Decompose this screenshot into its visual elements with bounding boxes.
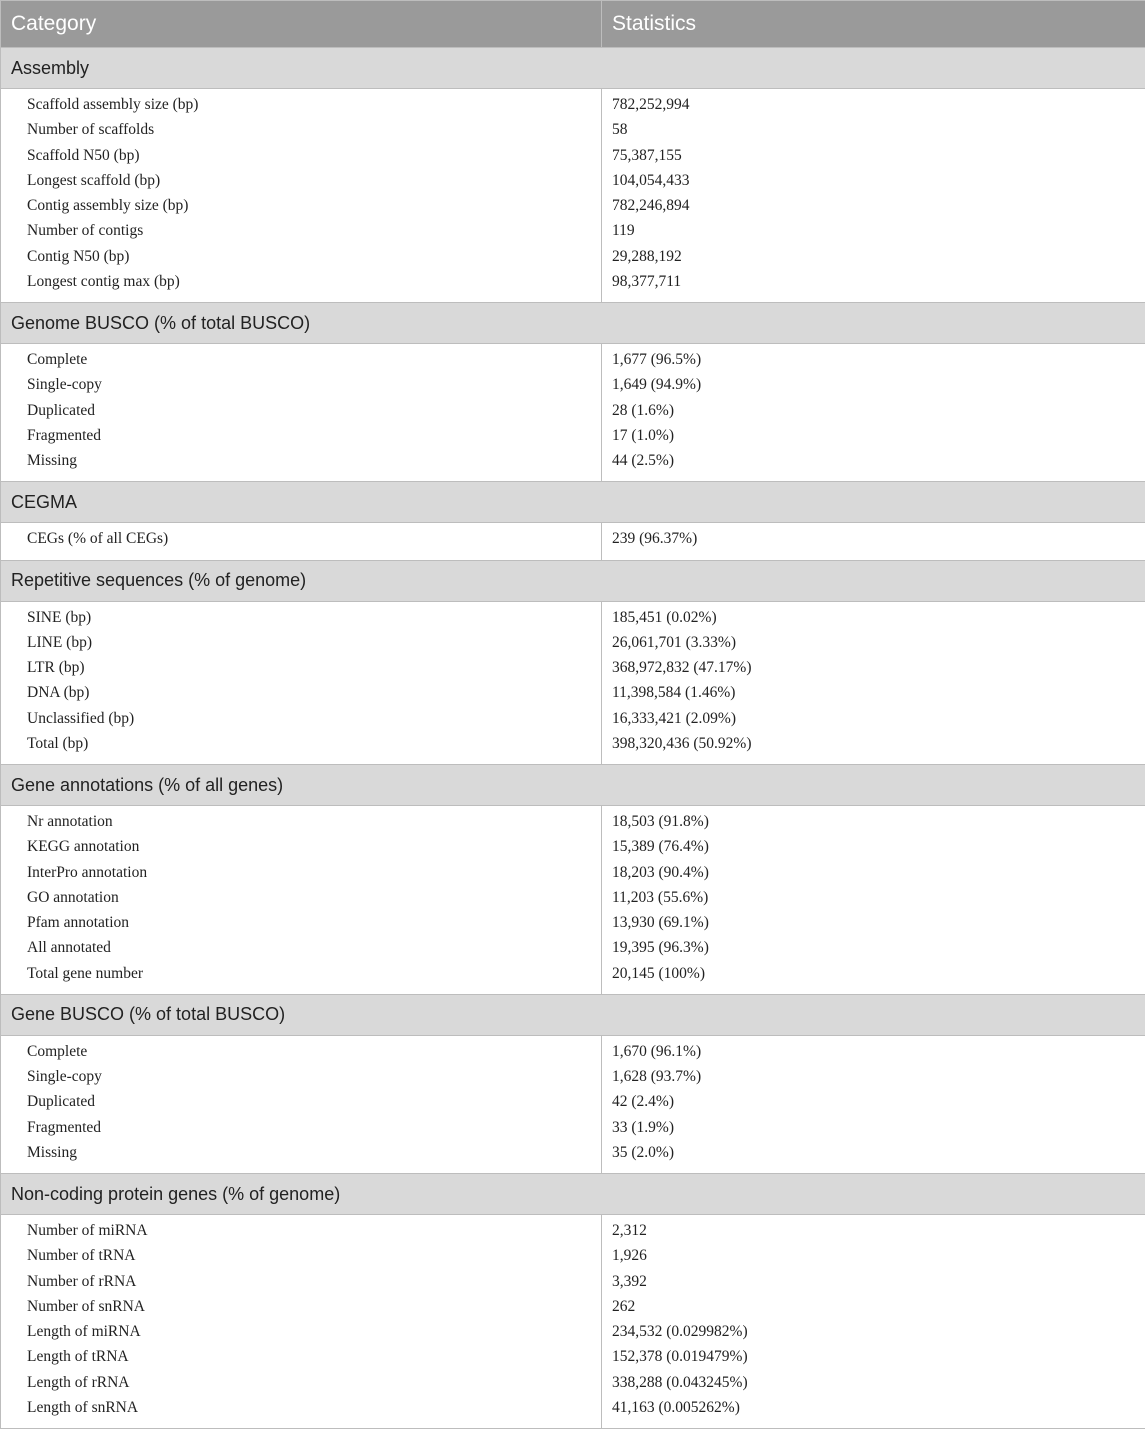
category-cell <box>1 1215 602 1429</box>
statistic-value: 18,503 (91.8%) <box>612 809 1145 834</box>
category-label: Scaffold N50 (bp) <box>27 143 601 168</box>
statistic-value: 1,677 (96.5%) <box>612 347 1145 372</box>
statistics-cell <box>602 1215 1145 1429</box>
section-title: Repetitive sequences (% of genome) <box>1 560 1145 601</box>
category-label: Unclassified (bp) <box>27 706 601 731</box>
category-cell <box>1 601 602 765</box>
section-title: Genome BUSCO (% of total BUSCO) <box>1 303 1145 344</box>
category-label: Number of tRNA <box>27 1243 601 1268</box>
category-cell <box>1 344 602 482</box>
statistic-value: 19,395 (96.3%) <box>612 935 1145 960</box>
statistic-value: 41,163 (0.005262%) <box>612 1395 1145 1420</box>
category-label: Pfam annotation <box>27 910 601 935</box>
statistic-value: 1,628 (93.7%) <box>612 1064 1145 1089</box>
category-label: Length of rRNA <box>27 1370 601 1395</box>
statistic-value: 152,378 (0.019479%) <box>612 1344 1145 1369</box>
statistic-value: 44 (2.5%) <box>612 448 1145 473</box>
category-label: Nr annotation <box>27 809 601 834</box>
category-cell <box>1 1035 602 1173</box>
statistic-value: 28 (1.6%) <box>612 398 1145 423</box>
statistic-value: 119 <box>612 218 1145 243</box>
statistic-value: 239 (96.37%) <box>612 526 1145 551</box>
section-body-row <box>1 1035 1145 1173</box>
statistics-cell <box>602 601 1145 765</box>
statistic-value: 16,333,421 (2.09%) <box>612 706 1145 731</box>
category-label: Longest contig max (bp) <box>27 269 601 294</box>
category-label: Missing <box>27 1140 601 1165</box>
category-label: Total gene number <box>27 961 601 986</box>
category-label: KEGG annotation <box>27 834 601 859</box>
section-header-row <box>1 765 1145 806</box>
section-title: Gene annotations (% of all genes) <box>1 765 1145 806</box>
category-label: Contig N50 (bp) <box>27 244 601 269</box>
section-header-row <box>1 560 1145 601</box>
section-body-row <box>1 601 1145 765</box>
category-cell <box>1 523 602 560</box>
statistic-value: 15,389 (76.4%) <box>612 834 1145 859</box>
header-row <box>1 1 1145 48</box>
statistic-value: 782,252,994 <box>612 92 1145 117</box>
section-title: Non-coding protein genes (% of genome) <box>1 1174 1145 1215</box>
statistic-value: 1,926 <box>612 1243 1145 1268</box>
section-header-row <box>1 1174 1145 1215</box>
category-label: DNA (bp) <box>27 680 601 705</box>
statistic-value: 262 <box>612 1294 1145 1319</box>
statistic-value: 26,061,701 (3.33%) <box>612 630 1145 655</box>
category-label: Duplicated <box>27 1089 601 1114</box>
category-cell <box>1 806 602 995</box>
category-label: Complete <box>27 1039 601 1064</box>
statistic-value: 18,203 (90.4%) <box>612 860 1145 885</box>
statistic-value: 11,398,584 (1.46%) <box>612 680 1145 705</box>
category-label: LINE (bp) <box>27 630 601 655</box>
statistic-value: 13,930 (69.1%) <box>612 910 1145 935</box>
statistic-value: 98,377,711 <box>612 269 1145 294</box>
category-label: Length of snRNA <box>27 1395 601 1420</box>
category-label: Length of tRNA <box>27 1344 601 1369</box>
section-body-row <box>1 806 1145 995</box>
statistic-value: 782,246,894 <box>612 193 1145 218</box>
category-label: Number of snRNA <box>27 1294 601 1319</box>
statistic-value: 17 (1.0%) <box>612 423 1145 448</box>
category-label: Fragmented <box>27 423 601 448</box>
statistic-value: 42 (2.4%) <box>612 1089 1145 1114</box>
category-label: Longest scaffold (bp) <box>27 168 601 193</box>
category-cell <box>1 89 602 303</box>
statistics-cell <box>602 806 1145 995</box>
statistic-value: 1,649 (94.9%) <box>612 372 1145 397</box>
category-label: Total (bp) <box>27 731 601 756</box>
section-body-row <box>1 523 1145 560</box>
statistic-value: 20,145 (100%) <box>612 961 1145 986</box>
statistic-value: 185,451 (0.02%) <box>612 605 1145 630</box>
category-label: Missing <box>27 448 601 473</box>
category-label: Number of rRNA <box>27 1269 601 1294</box>
statistic-value: 368,972,832 (47.17%) <box>612 655 1145 680</box>
category-label: Number of scaffolds <box>27 117 601 142</box>
section-header-row <box>1 994 1145 1035</box>
statistics-cell <box>602 1035 1145 1173</box>
table-body <box>1 48 1145 1429</box>
category-label: Number of contigs <box>27 218 601 243</box>
statistics-cell <box>602 344 1145 482</box>
category-label: All annotated <box>27 935 601 960</box>
category-label: GO annotation <box>27 885 601 910</box>
category-label: Length of miRNA <box>27 1319 601 1344</box>
section-header-row <box>1 482 1145 523</box>
category-label: CEGs (% of all CEGs) <box>27 526 601 551</box>
statistics-cell <box>602 523 1145 560</box>
category-label: Scaffold assembly size (bp) <box>27 92 601 117</box>
section-title: CEGMA <box>1 482 1145 523</box>
category-label: Complete <box>27 347 601 372</box>
section-title: Gene BUSCO (% of total BUSCO) <box>1 994 1145 1035</box>
header-category: Category <box>1 1 602 48</box>
statistic-value: 33 (1.9%) <box>612 1115 1145 1140</box>
statistic-value: 398,320,436 (50.92%) <box>612 731 1145 756</box>
section-title: Assembly <box>1 48 1145 89</box>
category-label: Fragmented <box>27 1115 601 1140</box>
section-header-row <box>1 303 1145 344</box>
section-body-row <box>1 89 1145 303</box>
category-label: LTR (bp) <box>27 655 601 680</box>
statistic-value: 11,203 (55.6%) <box>612 885 1145 910</box>
statistic-value: 3,392 <box>612 1269 1145 1294</box>
statistic-value: 58 <box>612 117 1145 142</box>
category-label: Single-copy <box>27 1064 601 1089</box>
statistic-value: 2,312 <box>612 1218 1145 1243</box>
category-label: SINE (bp) <box>27 605 601 630</box>
section-body-row <box>1 1215 1145 1429</box>
statistic-value: 104,054,433 <box>612 168 1145 193</box>
statistics-cell <box>602 89 1145 303</box>
category-label: Duplicated <box>27 398 601 423</box>
statistic-value: 338,288 (0.043245%) <box>612 1370 1145 1395</box>
category-label: Number of miRNA <box>27 1218 601 1243</box>
category-label: Contig assembly size (bp) <box>27 193 601 218</box>
category-label: Single-copy <box>27 372 601 397</box>
statistic-value: 234,532 (0.029982%) <box>612 1319 1145 1344</box>
statistic-value: 29,288,192 <box>612 244 1145 269</box>
header-statistics: Statistics <box>602 1 1145 48</box>
category-label: InterPro annotation <box>27 860 601 885</box>
section-body-row <box>1 344 1145 482</box>
statistic-value: 35 (2.0%) <box>612 1140 1145 1165</box>
statistic-value: 1,670 (96.1%) <box>612 1039 1145 1064</box>
statistic-value: 75,387,155 <box>612 143 1145 168</box>
section-header-row <box>1 48 1145 89</box>
